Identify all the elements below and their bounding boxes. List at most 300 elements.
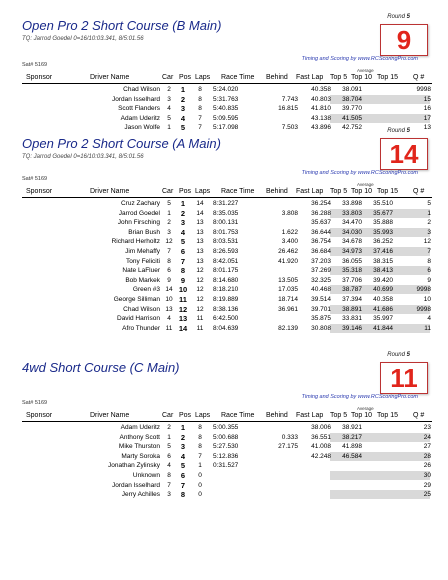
cell-top5: 37.706 [342,276,362,284]
cell-pos: 5 [180,237,186,247]
header-race-time: Race Time [221,412,255,419]
cell-pos: 5 [180,461,186,471]
cell-laps: 13 [196,219,204,227]
cell-q: 9998 [416,305,431,313]
cell-driver: Tony Feliciti [126,257,160,265]
cell-laps: 8 [198,443,202,451]
cell-laps: 12 [196,296,204,303]
cell-car: 10 [165,296,173,303]
cell-top10: 41.844 [373,324,393,332]
cell-race-time: 5:24.020 [213,86,239,93]
cell-behind: 7.503 [281,124,298,132]
main-number-badge: 11 [380,362,428,394]
cell-q: 10 [423,296,431,303]
cell-fast-lap: 38.006 [311,424,331,431]
cell-pos: 12 [178,304,188,314]
cell-race-time: 8:38.136 [213,305,239,313]
cell-fast-lap: 41.810 [311,105,331,113]
result-row [0,199,448,208]
cell-car: 1 [167,124,171,132]
cell-car: 8 [167,257,171,265]
cell-behind: 26.462 [278,248,298,255]
cell-laps: 14 [196,209,204,217]
cell-car: 3 [167,95,171,103]
section-title: Open Pro 2 Short Course (B Main) [22,18,222,33]
header-top5: Top 5 [330,412,348,419]
cell-race-time: 8:19.889 [213,296,239,303]
cell-car: 5 [167,443,171,451]
cell-fast-lap: 35.875 [311,315,331,323]
cell-behind: 36.961 [278,305,298,313]
cell-race-time: 8:18.210 [213,286,239,294]
cell-pos: 3 [180,104,186,114]
cell-q: 28 [423,452,431,460]
cell-pos: 6 [180,471,186,480]
cell-behind: 41.920 [278,257,298,265]
cell-q: 27 [423,443,431,451]
cell-behind: 27.175 [278,443,298,451]
cell-driver: David Harrison [117,315,160,323]
cell-race-time: 8:04.639 [213,324,239,332]
cell-top5: 38.921 [342,424,362,431]
cell-fast-lap: 42.248 [311,452,331,460]
cell-top10: 41.686 [373,305,393,313]
cell-q: 17 [423,114,431,122]
result-row [0,305,448,314]
cell-driver: Unknown [132,472,160,479]
cell-driver: Nate LaFluer [122,267,160,275]
cell-behind: 17.035 [278,286,298,294]
cell-top10: 38.315 [373,257,393,265]
cell-pos: 4 [180,113,186,123]
cell-race-time: 8:01.175 [213,267,239,275]
header-sponsor: Sponsor [26,74,53,81]
sat-number: Sat# 5169 [22,62,48,68]
header-rule [22,421,432,422]
cell-driver: Jonathan Zylinsky [107,462,160,470]
cell-top5: 33.803 [342,209,362,217]
cell-q: 2 [427,219,431,227]
column-headers [0,411,448,421]
cell-behind: 7.743 [281,95,298,103]
header-q: Q # [413,188,425,195]
cell-pos: 2 [180,432,186,442]
cell-fast-lap: 32.325 [311,276,331,284]
cell-driver: Afro Thunder [122,324,160,332]
header-laps: Laps [195,74,211,81]
header-behind: Behind [266,412,288,419]
cell-top5: 33.898 [342,200,362,207]
cell-driver: Chad Wilson [123,305,160,313]
main-number-badge: 9 [380,24,428,56]
cell-race-time: 5:00.688 [213,433,239,441]
result-row [0,218,448,227]
header-car: Car [162,74,174,81]
cell-race-time: 8:26.593 [213,248,239,255]
cell-laps: 0 [198,491,202,499]
result-row [0,481,448,490]
cell-car: 4 [167,462,171,470]
cell-top5: 38.217 [342,433,362,441]
cell-behind: 16.815 [278,105,298,113]
result-row [0,452,448,461]
cell-q: 29 [423,481,431,489]
cell-top10: 36.252 [373,238,393,246]
cell-q: 5 [427,200,431,207]
cell-car: 7 [167,481,171,489]
cell-race-time: 8:31.227 [213,200,239,207]
header-fast-lap: Fast Lap [296,412,324,419]
result-row [0,324,448,333]
cell-behind: 3.400 [281,238,298,246]
header-pos: Pos [179,74,192,81]
cell-top5: 39.146 [342,324,362,332]
cell-driver: Adam Uderitz [120,114,160,122]
header-fast-lap: Fast Lap [296,188,324,195]
header-laps: Laps [195,412,211,419]
cell-laps: 12 [196,286,204,294]
cell-fast-lap: 41.008 [311,443,331,451]
cell-driver: Cruz Zachary [120,200,160,207]
header-behind: Behind [266,74,288,81]
cell-race-time: 6:42.500 [213,315,239,323]
result-row [0,471,448,480]
tq-line: TQ: Jarrod Goedel 0=16/10:03.341, 8/5:01.56 [22,154,144,160]
cell-q: 6 [427,267,431,275]
cell-top5: 41.505 [342,114,362,122]
cell-top5: 33.831 [342,315,362,323]
cell-fast-lap: 40.358 [311,86,331,93]
result-row [0,247,448,256]
cell-pos: 13 [178,314,188,324]
cell-race-time: 8:35.035 [213,209,239,217]
cell-top10: 35.510 [373,200,393,207]
header-top10: Top 10 [351,74,373,81]
header-car: Car [162,188,174,195]
column-headers [0,187,448,197]
cell-driver: George Silliman [113,296,160,303]
cell-driver: Adam Uderitz [120,424,160,431]
cell-pos: 7 [180,480,186,490]
timing-credit: Timing and Scoring by www.RCScoringPro.com [301,170,418,176]
cell-driver: Jason Wolfe [124,124,160,132]
cell-behind: 82.139 [278,324,298,332]
cell-top10: 35.997 [373,315,393,323]
cell-fast-lap: 36.288 [311,209,331,217]
header-top15: Top 15 [377,412,399,419]
cell-car: 2 [167,424,171,431]
cell-driver: Bob Markek [125,276,160,284]
header-driver: Driver Name [90,188,130,195]
cell-q: 9 [427,276,431,284]
cell-driver: Green #3 [132,286,160,294]
cell-top5: 38.704 [342,95,362,103]
cell-q: 1 [427,209,431,217]
header-top15: Top 15 [377,74,399,81]
cell-car: 3 [167,491,171,499]
cell-race-time: 8:00.131 [213,219,239,227]
cell-driver: Jordan Isselhard [111,481,160,489]
cell-q: 12 [423,238,431,246]
cell-top5: 34.030 [342,228,362,236]
round-value: 5 [406,352,410,358]
header-driver: Driver Name [90,74,130,81]
cell-laps: 14 [196,200,204,207]
cell-car: 2 [167,86,171,93]
result-row [0,228,448,237]
result-row [0,123,448,132]
result-row [0,237,448,246]
cell-fast-lap: 36.684 [311,248,331,255]
header-car: Car [162,412,174,419]
cell-top10: 40.358 [373,296,393,303]
timing-credit: Timing and Scoring by www.RCScoringPro.com [301,394,418,400]
header-pos: Pos [179,188,192,195]
cell-car: 13 [165,305,173,313]
cell-car: 6 [167,267,171,275]
result-row [0,85,448,94]
cell-laps: 11 [196,324,204,332]
cell-q: 16 [423,105,431,113]
cell-top10: 38.413 [373,267,393,275]
cell-driver: John Firsching [117,219,160,227]
cell-driver: Jim Mehaffy [125,248,160,255]
result-row [0,209,448,218]
result-row [0,433,448,442]
cell-top5: 38.091 [342,86,362,93]
cell-fast-lap: 37.203 [311,257,331,265]
average-label: Average [357,406,374,411]
cell-q: 23 [423,424,431,431]
cell-car: 7 [167,248,171,255]
cell-fast-lap: 30.808 [311,324,331,332]
cell-top10: 37.416 [373,248,393,255]
cell-race-time: 5:00.355 [213,424,239,431]
header-behind: Behind [266,188,288,195]
cell-laps: 8 [198,424,202,431]
timing-credit: Timing and Scoring by www.RCScoringPro.com [301,56,418,62]
cell-car: 1 [167,209,171,217]
header-q: Q # [413,412,425,419]
header-race-time: Race Time [221,188,255,195]
cell-laps: 13 [196,238,204,246]
cell-q: 25 [423,491,431,499]
cell-race-time: 5:12.836 [213,452,239,460]
header-sponsor: Sponsor [26,188,53,195]
cell-driver: Jordan Isselhard [111,95,160,103]
average-label: Average [357,68,374,73]
cell-pos: 8 [180,490,186,500]
round-value: 5 [406,14,410,20]
cell-laps: 7 [198,452,202,460]
cell-driver: Scott Flanders [118,105,160,113]
cell-driver: Jarrod Goedel [118,209,160,217]
sat-number: Sat# 5169 [22,176,48,182]
cell-laps: 0 [198,472,202,479]
header-rule [22,83,432,84]
result-row [0,276,448,285]
cell-top5: 39.770 [342,105,362,113]
header-fast-lap: Fast Lap [296,74,324,81]
cell-fast-lap: 36.644 [311,228,331,236]
cell-top5: 46.584 [342,452,362,460]
cell-race-time: 5:27.530 [213,443,239,451]
cell-top5: 34.973 [342,248,362,255]
cell-car: 3 [167,228,171,236]
cell-q: 13 [423,124,431,132]
round-text: Round [387,14,405,20]
cell-q: 30 [423,472,431,479]
cell-pos: 4 [180,451,186,461]
cell-top5: 36.055 [342,257,362,265]
cell-top10: 35.993 [373,228,393,236]
cell-top5: 34.470 [342,219,362,227]
cell-pos: 1 [180,85,186,94]
cell-driver: Marty Soroka [121,452,160,460]
cell-fast-lap: 37.269 [311,267,331,275]
cell-pos: 3 [180,218,186,228]
cell-top5: 34.678 [342,238,362,246]
round-label [387,128,410,134]
cell-car: 2 [167,219,171,227]
cell-laps: 7 [198,114,202,122]
cell-pos: 10 [178,285,188,295]
cell-laps: 8 [198,433,202,441]
header-q: Q # [413,74,425,81]
cell-fast-lap: 36.254 [311,200,331,207]
cell-fast-lap: 36.754 [311,238,331,246]
result-row [0,423,448,432]
cell-q: 11 [424,324,431,332]
header-race-time: Race Time [221,74,255,81]
cell-top5: 38.891 [342,305,362,313]
cell-laps: 7 [198,124,202,132]
cell-behind: 3.808 [281,209,298,217]
tq-line: TQ: Jarrod Goedel 0=16/10:03.341, 8/5:01.56 [22,36,144,42]
header-top10: Top 10 [351,412,373,419]
header-top5: Top 5 [330,74,348,81]
cell-top10: 35.677 [373,209,393,217]
cell-top10: 39.420 [373,276,393,284]
cell-pos: 14 [178,323,188,333]
cell-behind: 1.622 [281,228,298,236]
cell-fast-lap: 36.551 [311,433,331,441]
cell-driver: Brian Bush [128,228,160,236]
cell-driver: Mike Thurston [118,443,160,451]
column-headers [0,73,448,83]
cell-top5: 42.752 [342,124,362,132]
cell-q: 26 [423,462,431,470]
cell-top5: 35.318 [342,267,362,275]
round-value: 5 [406,128,410,134]
cell-race-time: 5:09.595 [213,114,239,122]
cell-pos: 1 [180,199,186,208]
cell-laps: 13 [196,228,204,236]
header-top5: Top 5 [330,188,348,195]
cell-pos: 11 [179,295,187,304]
cell-laps: 11 [196,315,204,323]
cell-behind: 0.333 [281,433,298,441]
round-text: Round [387,352,405,358]
cell-pos: 2 [180,94,186,104]
header-laps: Laps [195,188,211,195]
cell-pos: 4 [180,227,186,237]
result-row [0,104,448,113]
cell-laps: 8 [198,86,202,93]
cell-driver: Jerry Achilles [121,491,160,499]
header-rule [22,197,432,198]
cell-car: 4 [167,315,171,323]
cell-fast-lap: 39.514 [311,296,331,303]
cell-car: 9 [167,276,171,284]
cell-laps: 12 [196,276,204,284]
cell-top5: 37.394 [342,296,362,303]
cell-q: 8 [427,257,431,265]
cell-behind: 18.714 [278,296,298,303]
cell-fast-lap: 43.138 [311,114,331,122]
cell-laps: 0 [198,481,202,489]
cell-q: 7 [427,248,431,255]
cell-race-time: 8:01.753 [213,228,239,236]
cell-laps: 8 [198,95,202,103]
cell-behind: 13.505 [278,276,298,284]
result-row [0,257,448,266]
average-label: Average [357,182,374,187]
round-label [387,352,410,358]
header-top15: Top 15 [377,188,399,195]
section-title: Open Pro 2 Short Course (A Main) [22,136,221,151]
cell-race-time: 8:03.531 [213,238,239,246]
cell-car: 5 [167,114,171,122]
cell-car: 5 [167,200,171,207]
cell-driver: Anthony Scott [119,433,160,441]
result-row [0,490,448,499]
result-row [0,461,448,470]
cell-q: 15 [423,95,431,103]
cell-pos: 5 [180,123,186,133]
cell-laps: 12 [196,267,204,275]
cell-top5: 38.787 [342,286,362,294]
cell-car: 14 [165,286,173,294]
cell-fast-lap: 43.896 [311,124,331,132]
cell-car: 1 [167,433,171,441]
cell-pos: 3 [180,442,186,452]
header-pos: Pos [179,412,192,419]
cell-car: 12 [165,238,173,246]
cell-pos: 1 [180,423,186,432]
result-row [0,266,448,275]
cell-laps: 13 [196,248,204,255]
cell-car: 11 [165,324,173,332]
cell-pos: 6 [180,247,186,256]
header-driver: Driver Name [90,412,130,419]
sat-number: Sat# 5169 [22,400,48,406]
cell-pos: 7 [180,256,186,266]
result-row [0,442,448,451]
cell-race-time: 5:40.835 [213,105,239,113]
result-row [0,114,448,123]
cell-driver: Chad Wilson [123,86,160,93]
main-number-badge: 14 [380,138,428,170]
header-sponsor: Sponsor [26,412,53,419]
cell-top10: 40.699 [373,286,393,294]
round-text: Round [387,128,405,134]
cell-pos: 9 [180,275,186,285]
cell-top5: 41.898 [342,443,362,451]
cell-fast-lap: 40.803 [311,95,331,103]
cell-race-time: 8:14.680 [213,276,239,284]
cell-laps: 8 [198,105,202,113]
